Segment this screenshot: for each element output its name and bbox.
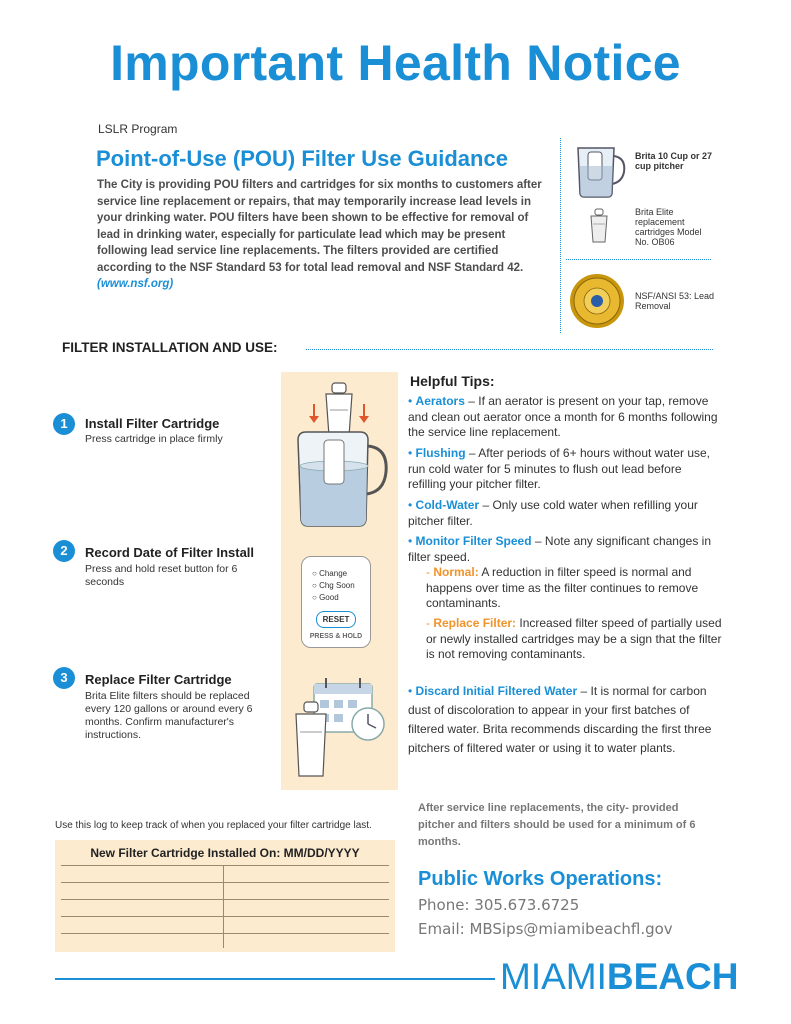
log-rule [61,916,389,917]
section-heading: FILTER INSTALLATION AND USE: [62,340,278,355]
tip-aerators: • Aerators – If an aerator is present on your tap, remove and clean out aerator once a month for 6 months following the service line replacement. [408,394,718,439]
cartridge-icon [588,208,610,244]
indicator-chg-soon: ○ Chg Soon [312,581,355,590]
log-rule [61,933,389,934]
indicator-good: ○ Good [312,593,339,602]
cartridge-label: Brita Elite replacement cartridges Model No. OB06 [635,207,702,247]
nsf-link[interactable]: (www.nsf.org) [97,278,174,290]
tip-replace: - Replace Filter: Increased filter speed of partially used or newly installed cartridges may be a sign that the filter is not removing contaminants. [426,616,722,661]
log-rule [61,865,389,866]
circle-icon: ○ [312,569,317,578]
log-table [55,840,395,952]
tip-normal: - Normal: A reduction in filter speed is normal and happens over time as the filter continues to remove contaminants. [426,565,699,610]
contact-phone[interactable]: Phone: 305.673.6725 [418,896,580,914]
pitcher-install-icon [290,380,390,530]
circle-icon: ○ [312,581,317,590]
calendar-clock-icon [290,672,390,782]
contact-email[interactable]: Email: MBSips@miamibeachfl.gov [418,920,673,938]
contact-heading: Public Works Operations: [418,868,663,890]
section-dotted-rule [306,349,713,350]
sidebar-dotted-rule [566,259,711,260]
step-2-desc: Press and hold reset button for 6 seconds [85,563,238,588]
step-3-desc: Brita Elite filters should be replaced every 120 gallons or around every 6 months. Confirm manufacturer's instructions. [85,690,253,741]
tip-discard: • Discard Initial Filtered Water – It is normal for carbon dust of discoloration to appear in your first batches of filtered water. Brita recommends discarding the first three pitchers of filtered water or using it to water plants. [408,684,712,755]
intro-paragraph [97,177,547,293]
tips-heading: Helpful Tips: [410,373,495,389]
log-rule [61,882,389,883]
guidance-heading: Point-of-Use (POU) Filter Use Guidance [96,146,508,171]
miami-beach-logo: MIAMIBEACH [500,956,739,997]
tip-flushing: • Flushing – After periods of 6+ hours without water use, run cold water for 5 minutes to flush out lead before refilling your pitcher filter. [408,446,711,491]
tip-monitor: • Monitor Filter Speed – Note any significant changes in filter speed. [408,534,712,564]
step-2-title: Record Date of Filter Install [85,545,255,560]
intro-text: The City is providing POU filters and cartridges for six months to customers after service line replacement or repairs, that may temporarily increase lead levels in your drinking water. POU filters have been shown to be effective for removal of lead in drinking water, especially for particulate lead which may be present following lead service line replacements. The filters provided are certified according to the NSF Standard 53 for total lead removal and NSF Standard 42. [97,179,542,274]
page-title: Important Health Notice [110,35,681,91]
step-2-number: 2 [53,540,75,562]
circle-icon: ○ [312,593,317,602]
tip-cold-water: • Cold-Water – Only use cold water when refilling your pitcher filter. [408,498,698,528]
log-rule [61,899,389,900]
program-label: LSLR Program [98,122,178,136]
after-note: After service line replacements, the city- provided pitcher and filters should be used for a minimum of 6 months. [418,802,696,848]
log-heading: New Filter Cartridge Installed On: MM/DD/YYYY [90,846,360,860]
indicator-change: ○ Change [312,569,348,578]
step-1-number: 1 [53,413,75,435]
footer-rule [55,978,495,980]
log-column-divider [223,865,224,948]
step-1-title: Install Filter Cartridge [85,416,220,431]
seal-label: NSF/ANSI 53: Lead Removal [635,291,715,311]
nsf-seal-icon [569,273,625,329]
reset-button[interactable]: RESET [316,611,356,628]
log-note: Use this log to keep track of when you replaced your filter cartridge last. [55,820,372,831]
pitcher-icon [572,142,630,200]
sidebar-divider [560,138,561,333]
reset-card [301,556,371,648]
pitcher-label: Brita 10 Cup or 27 cup pitcher [635,151,713,171]
step-1-desc: Press cartridge in place firmly [85,433,223,445]
step-3-title: Replace Filter Cartridge [85,672,232,687]
press-hold-caption: PRESS & HOLD [309,633,363,640]
step-3-number: 3 [53,667,75,689]
